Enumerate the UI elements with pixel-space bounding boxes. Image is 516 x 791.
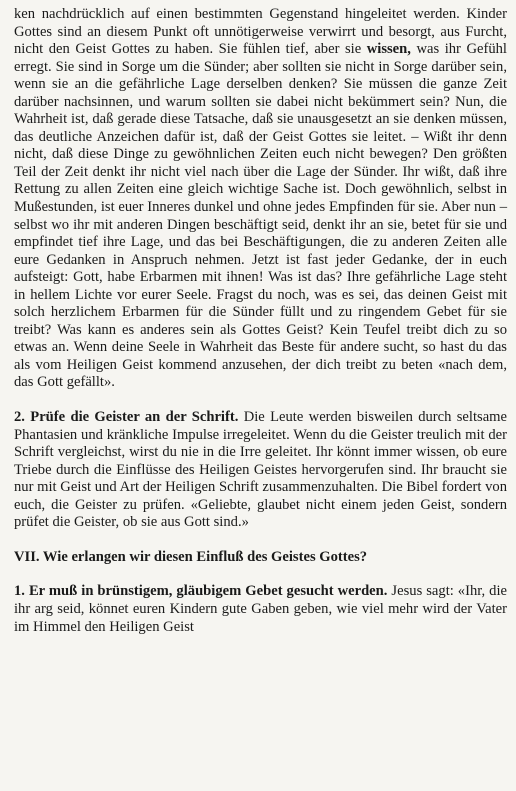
paragraph-test-spirits [14,409,507,532]
text-segment: Jesus sagt: «Ihr, die ihr arg seid, könnet euren Kindern gute Gaben geben, wie viel mehr wird der Vater im Himmel den Heiligen Geist [14,583,507,635]
text-segment: ken nachdrücklich auf einen bestimmten Gegenstand hingeleitet werden. Kinder Gottes sind an diesem Punkt oft unnötigerweise verwirrt und besorgt, aus Furcht, nicht den Geist Gottes zu haben. Sie fühlen tief, aber sie [14,6,507,58]
paragraph-prayer [14,583,507,636]
section-heading: VII. Wie erlangen wir diesen Einfluß des Geistes Gottes? [14,548,368,565]
emphasis-text: wissen, [366,41,411,58]
paragraph-lead-heading: 1. Er muß in brünstigem, gläubigem Gebet gesucht werden. [14,583,388,600]
paragraph-spirit-leading [14,6,507,392]
paragraph-lead-heading: 2. Prüfe die Geister an der Schrift. [14,409,239,426]
text-segment: Die Leute werden bisweilen durch seltsame Phantasien und kränkliche Impulse irregeleitet. Wenn du die Geister treulich mit der Schrift vergleichst, wirst du nie in die Irre geleitet. Ihr könnt immer wissen, ob eure Triebe durch die Einflüsse des Heiligen Geistes hervorgerufen sind. Ihr braucht sie nur mit Geist und Art der Heiligen Schrift zusammenzuhalten. Die Bibel fordert von euch, die Geister zu prüfen. «Geliebte, glaubet nicht einem jeden Geist, sondern prüfet die Geister, ob sie aus Gott sind.» [14,409,508,531]
text-segment: was ihr Gefühl erregt. Sie sind in Sorge um die Sünder; aber sollten sie nicht in Sorge darüber sein, wenn sie an die gefährliche Lage derselben denken? Sie müssen die ganze Zeit darüber nachsinnen, und warum sollten sie dabei nicht bekümmert sein? Nun, die Wahrheit ist, daß gerade diese Tatsache, daß sie unausgesetzt an sie denken müssen, das deutliche Anzeichen dafür ist, daß der Geist Gottes sie leitet. – Wißt ihr denn nicht, daß diese Dinge zu gewöhnlichen Zeiten euch nicht bewegen? Den größten Teil der Zeit denkt ihr nicht viel nach über die Lage der Sünder. Ihr wißt, daß ihre Rettung zu allen Zeiten eine gleich wichtige Sache ist. Doch gewöhnlich, selbst in Mußestunden, ist euer Inneres dunkel und ohne jedes Empfinden für sie. Aber nun – selbst wo ihr mit anderen Dingen beschäftigt seid, denkt ihr an sie, betet für sie und empfindet tief ihre Lage, und das bei Beschäftigungen, die zu anderen Zeiten alle eure Gedanken in Anspruch nehmen. Jetzt ist fast jeder Gedanke, der in euch aufsteigt: Gott, habe Erbarmen mit ihnen! Was ist das? Ihre gefährliche Lage steht in hellem Lichte vor eurer Seele. Fragst du noch, was es sei, das deinen Geist mit solch herzlichem Erbarmen für die Sünder füllt und zu ringendem Gebet für sie treibt? Was kann es anderes sein als Gottes Geist? Kein Teufel treibt dich zu so etwas an. Wenn deine Seele in Wahrheit das Beste für andere sucht, so hast du das als vom Heiligen Geist kommend anzusehen, der dich treibt zu beten «nach dem, das Gott gefällt». [14,41,507,391]
